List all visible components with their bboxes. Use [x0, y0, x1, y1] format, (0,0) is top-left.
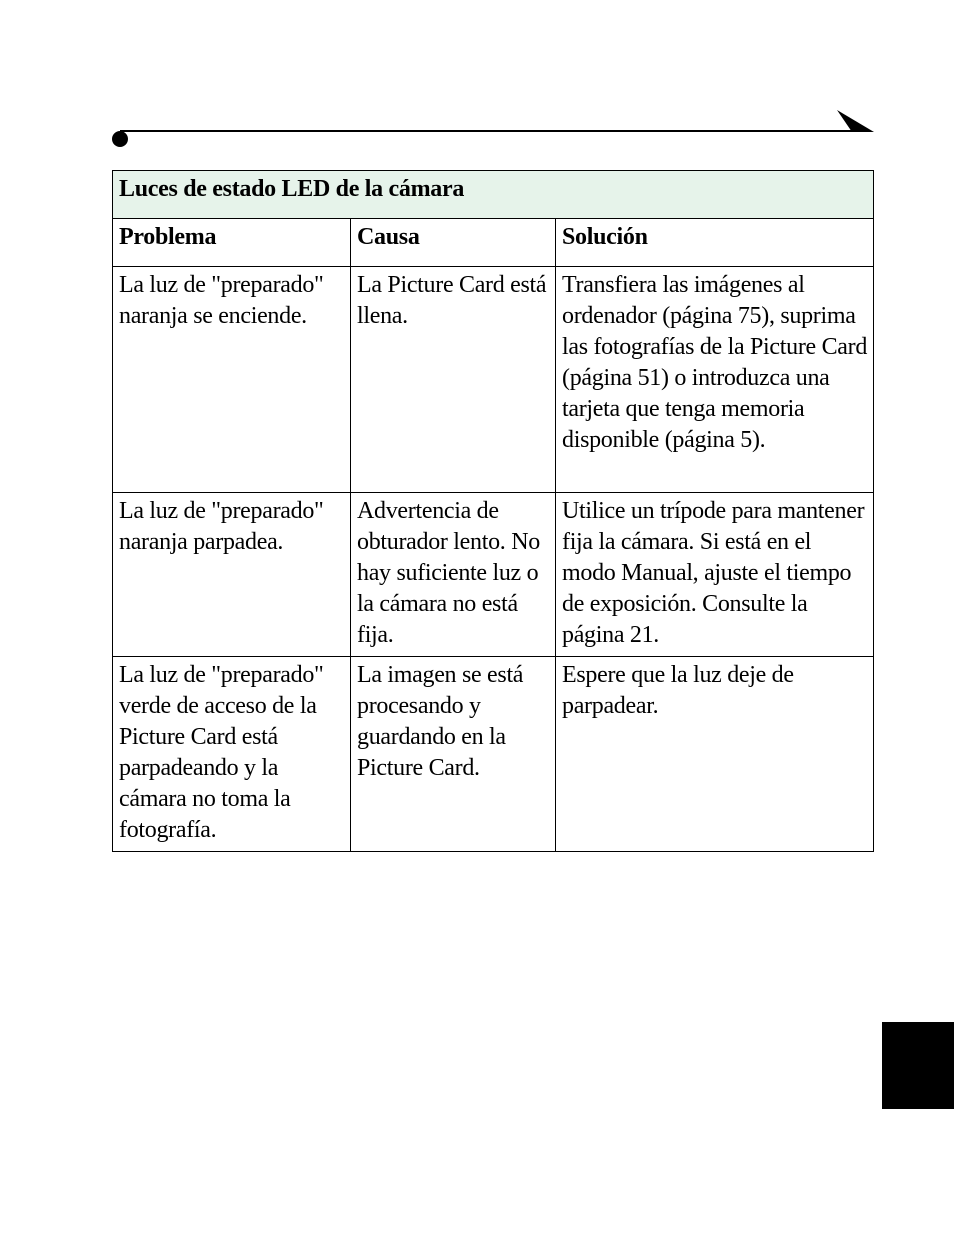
column-header-cause: Causa — [351, 219, 556, 267]
solution-cell: Utilice un trípode para mantener fija la cámara. Si está en el modo Manual, ajuste el tiempo de exposición. Consulte la página 21. — [556, 493, 874, 657]
page-edge-tab — [882, 1022, 954, 1109]
table-title-row — [113, 171, 874, 219]
solution-cell: Transfiera las imágenes al ordenador (página 75), suprima las fotografías de la Picture Card (página 51) o introduzca una tarjeta que tenga memoria disponible (página 5). — [556, 267, 874, 493]
table-row — [113, 657, 874, 852]
rule-bullet — [112, 131, 128, 147]
solution-cell: Espere que la luz deje de parpadear. — [556, 657, 874, 852]
cause-cell: La Picture Card está llena. — [351, 267, 556, 493]
arrow-icon — [837, 110, 874, 132]
column-header-problem: Problema — [113, 219, 351, 267]
table-header-row — [113, 219, 874, 267]
problem-cell: La luz de "preparado" verde de acceso de la Picture Card está parpadeando y la cámara no toma la fotografía. — [113, 657, 351, 852]
led-status-table — [112, 170, 874, 852]
column-header-solution: Solución — [556, 219, 874, 267]
table-title: Luces de estado LED de la cámara — [113, 171, 874, 219]
problem-cell: La luz de "preparado" naranja parpadea. — [113, 493, 351, 657]
cause-cell: Advertencia de obturador lento. No hay suficiente luz o la cámara no está fija. — [351, 493, 556, 657]
table-row — [113, 493, 874, 657]
cause-cell: La imagen se está procesando y guardando en la Picture Card. — [351, 657, 556, 852]
table-row — [113, 267, 874, 493]
header-rule — [0, 0, 954, 160]
problem-cell: La luz de "preparado" naranja se enciende. — [113, 267, 351, 493]
